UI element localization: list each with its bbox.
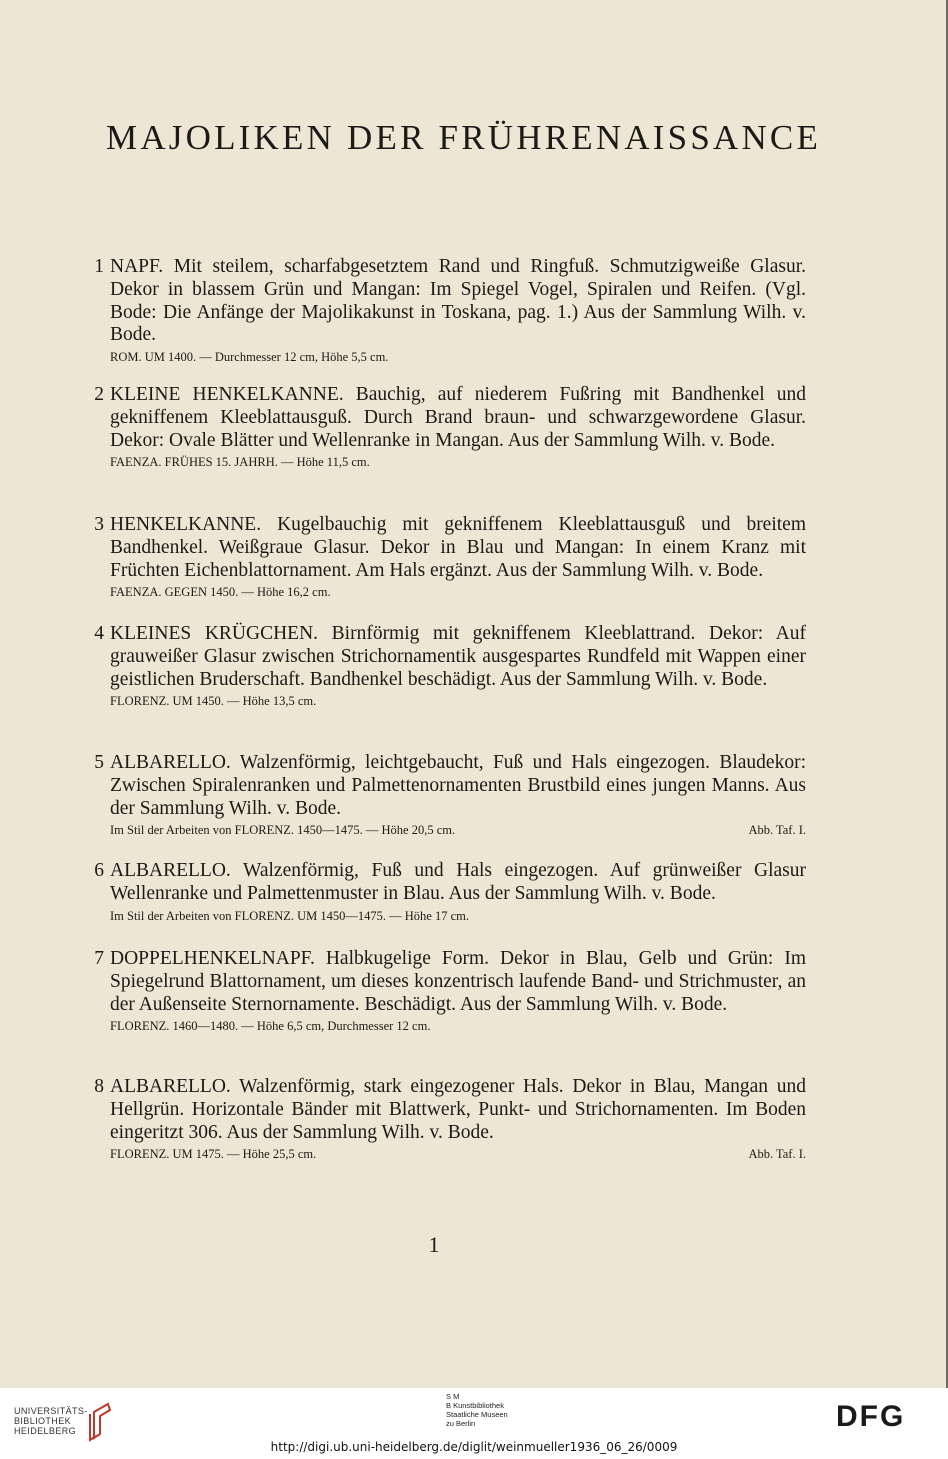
entry-description: DOPPELHENKELNAPF. Halbkugelige Form. Dekor in Blau, Gelb und Grün: Im Spiegelrund Blattornament, um dieses konzentrisch laufende Band- und Strichmuster, an der Außenseite Sternornamente. Beschädigt. Aus der Sammlung Wilh. v. Bode. — [110, 948, 806, 1015]
entry-origin-dimensions: FAENZA. GEGEN 1450. — Höhe 16,2 cm. — [110, 585, 331, 600]
entry-meta — [110, 823, 806, 838]
page-number: 1 — [428, 1232, 440, 1257]
entry-origin-dimensions: FLORENZ. UM 1475. — Höhe 25,5 cm. — [110, 1147, 317, 1162]
catalog-entry — [86, 860, 806, 924]
entry-meta — [110, 1147, 806, 1162]
entry-plate-reference: Abb. Taf. I. — [748, 823, 806, 838]
entry-meta — [110, 909, 806, 924]
catalog-entry — [86, 752, 806, 838]
dfg-logo-text: DFG — [836, 1402, 906, 1428]
entry-origin-dimensions: FLORENZ. 1460—1480. — Höhe 6,5 cm, Durchmesser 12 cm. — [110, 1019, 431, 1034]
catalog-entry — [86, 384, 806, 470]
digitization-footer — [0, 1388, 948, 1459]
entry-description: KLEINE HENKELKANNE. Bauchig, auf niederem Fußring mit Bandhenkel und gekniffenem Kleeblattausguß. Durch Brand braun- und schwarzgewordene Glasur. Dekor: Ovale Blätter und Wellenranke in Mangan. Aus der Sammlung Wilh. v. Bode. — [110, 384, 806, 451]
entry-description: HENKELKANNE. Kugelbauchig mit gekniffenem Kleeblattausguß und breitem Bandhenkel. Weißgraue Glasur. Dekor in Blau und Mangan: In einem Kranz mit Früchten Eichenblattornament. Am Hals ergänzt. Aus der Sammlung Wilh. v. Bode. — [110, 514, 806, 581]
dfg-logo — [836, 1402, 932, 1428]
page-title: MAJOLIKEN DER FRÜHRENAISSANCE — [106, 118, 822, 157]
entry-number: 8 — [94, 1076, 104, 1097]
smb-line: zu Berlin — [446, 1419, 476, 1428]
catalog-entry — [86, 948, 806, 1034]
entry-number: 5 — [94, 752, 104, 773]
library-line: BIBLIOTHEK — [14, 1416, 72, 1426]
catalog-entry — [86, 1076, 806, 1162]
catalog-entry — [86, 514, 806, 600]
library-line: HEIDELBERG — [14, 1426, 77, 1436]
entry-meta — [110, 455, 806, 470]
entry-origin-dimensions: Im Stil der Arbeiten von FLORENZ. 1450—1475. — Höhe 20,5 cm. — [110, 823, 456, 838]
library-name — [14, 1406, 88, 1436]
entry-number: 7 — [94, 948, 104, 969]
entry-meta — [110, 694, 806, 709]
entry-origin-dimensions: Im Stil der Arbeiten von FLORENZ. UM 1450—1475. — Höhe 17 cm. — [110, 908, 469, 923]
entry-origin-dimensions: FLORENZ. UM 1450. — Höhe 13,5 cm. — [110, 694, 317, 709]
entry-meta — [110, 585, 806, 600]
smb-line: Staatliche Museen — [446, 1410, 508, 1419]
entry-plate-reference: Abb. Taf. I. — [748, 1147, 806, 1162]
entry-meta — [110, 350, 806, 365]
entry-number: 1 — [94, 256, 104, 277]
entry-description: ALBARELLO. Walzenförmig, leichtgebaucht, Fuß und Hals eingezogen. Blaudekor: Zwischen Spiralenranken und Palmettenornamenten Brustbild eines jungen Manns. Aus der Sammlung Wilh. v. Bode. — [110, 752, 806, 819]
entry-meta — [110, 1019, 806, 1034]
library-line: UNIVERSITÄTS- — [14, 1406, 88, 1416]
entry-number: 4 — [94, 623, 104, 644]
entry-number: 3 — [94, 514, 104, 535]
catalog-entry — [86, 256, 806, 365]
smb-line: S M — [446, 1392, 460, 1401]
library-logo-icon — [86, 1402, 114, 1442]
entry-description: KLEINES KRÜGCHEN. Birnförmig mit gekniffenem Kleeblattrand. Dekor: Auf grauweißer Glasur zwischen Strichornamentik ausgespartes Rundfeld mit Wappen einer geistlichen Bruderschaft. Bandhenkel beschädigt. Aus der Sammlung Wilh. v. Bode. — [110, 623, 806, 690]
entry-number: 2 — [94, 384, 104, 405]
entry-description: NAPF. Mit steilem, scharfabgesetztem Rand und Ringfuß. Schmutzigweiße Glasur. Dekor in blassem Grün und Mangan: Im Spiegel Vogel, Spiralen und Reifen. (Vgl. Bode: Die Anfänge der Majolikakunst in Toskana, pag. 1.) Aus der Sammlung Wilh. v. Bode. — [110, 256, 806, 346]
entry-number: 6 — [94, 860, 104, 881]
entry-description: ALBARELLO. Walzenförmig, Fuß und Hals eingezogen. Auf grünweißer Glasur Wellenranke und Palmettenmuster in Blau. Aus der Sammlung Wilh. v. Bode. — [110, 860, 806, 904]
smb-line: B Kunstbibliothek — [446, 1401, 504, 1410]
entry-origin-dimensions: ROM. UM 1400. — Durchmesser 12 cm, Höhe 5,5 cm. — [110, 350, 389, 365]
entry-description: ALBARELLO. Walzenförmig, stark eingezogener Hals. Dekor in Blau, Mangan und Hellgrün. Horizontale Bänder mit Blattwerk, Punkt- und Strichornamenten. Im Boden eingeritzt 306. Aus der Sammlung Wilh. v. Bode. — [110, 1076, 806, 1143]
catalog-entry — [86, 623, 806, 709]
smb-block — [446, 1392, 508, 1428]
source-url[interactable]: http://digi.ub.uni-heidelberg.de/diglit/weinmueller1936_06_26/0009 — [270, 1440, 678, 1454]
entry-origin-dimensions: FAENZA. FRÜHES 15. JAHRH. — Höhe 11,5 cm. — [110, 455, 370, 470]
